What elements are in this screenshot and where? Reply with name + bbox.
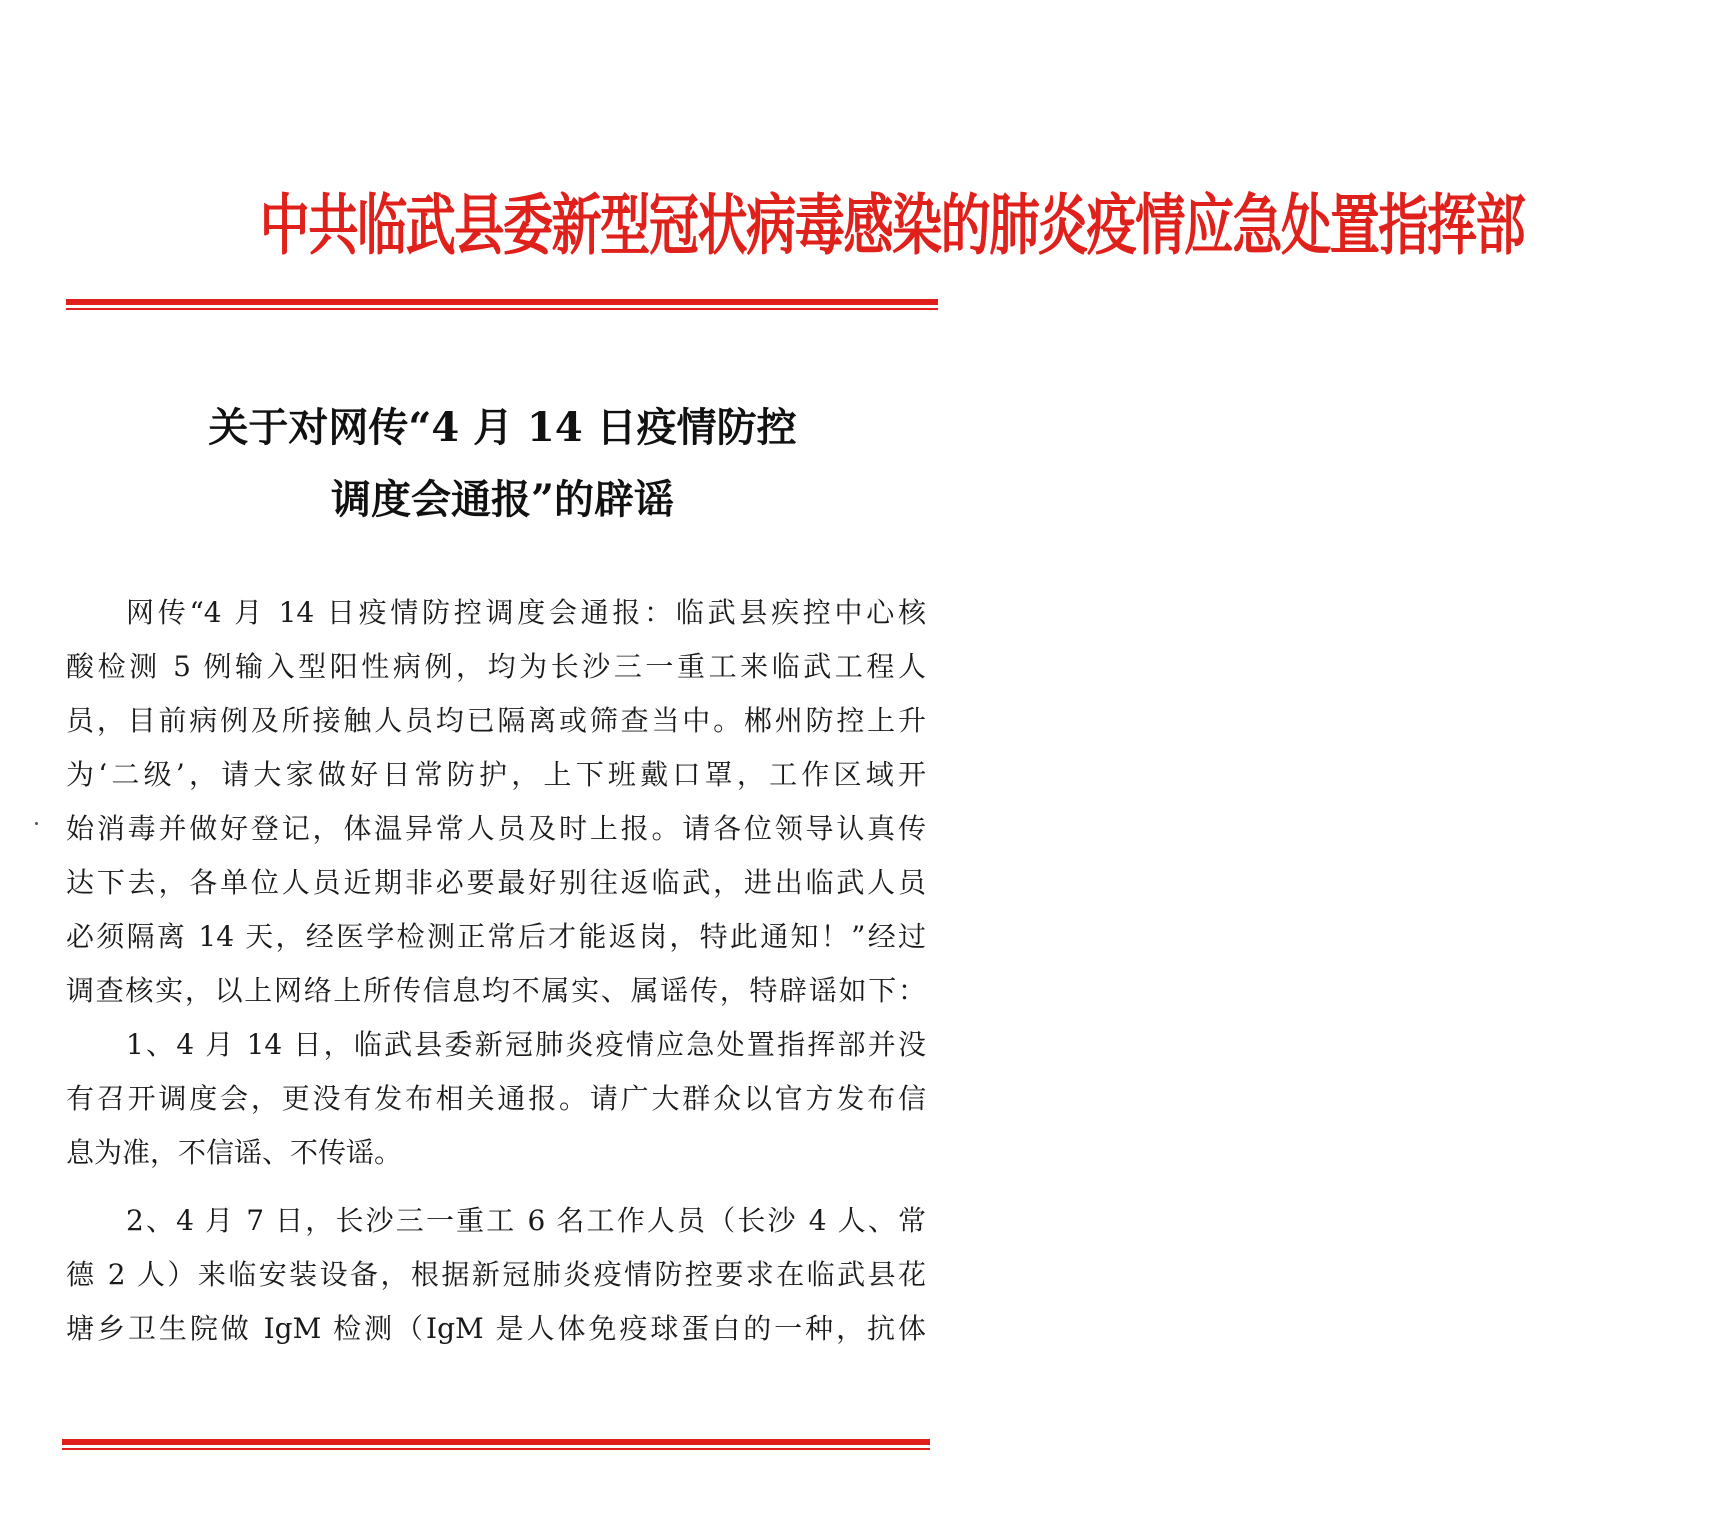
body-line: 酸检测 5 例输入型阳性病例，均为长沙三一重工来临武工程人 [66, 650, 926, 683]
document-title-line-2: 调度会通报”的辟谣 [330, 476, 674, 523]
body-line: 员，目前病例及所接触人员均已隔离或筛查当中。郴州防控上升 [66, 704, 926, 737]
document-title-line-1: 关于对网传“4 月 14 日疫情防控 [208, 404, 797, 451]
masthead-org-name [60, 170, 1525, 280]
body-line: 塘乡卫生院做 IgM 检测（IgM 是人体免疫球蛋白的一种，抗体 [66, 1312, 926, 1345]
body-line: 德 2 人）来临安装设备，根据新冠肺炎疫情防控要求在临武县花 [66, 1258, 926, 1291]
body-line: 息为准，不信谣、不传谣。 [66, 1136, 403, 1169]
body-line: 2、4 月 7 日，长沙三一重工 6 名工作人员（长沙 4 人、常 [126, 1204, 926, 1237]
header-rule-thin [66, 308, 938, 310]
footer-rule-thin [62, 1448, 930, 1450]
body-line: 达下去，各单位人员近期非必要最好别往返临武，进出临武人员 [66, 866, 926, 899]
body-line: 始消毒并做好登记，体温异常人员及时上报。请各位领导认真传 [66, 812, 926, 845]
header-rule-thick [66, 299, 938, 305]
scan-speck [35, 822, 38, 825]
body-line: 有召开调度会，更没有发布相关通报。请广大群众以官方发布信 [66, 1082, 926, 1115]
document-body [66, 586, 926, 1356]
body-line: 调查核实，以上网络上所传信息均不属实、属谣传，特辟谣如下： [66, 974, 926, 1007]
footer-rule-thick [62, 1439, 930, 1445]
masthead-text: 中共临武县委新型冠状病毒感染的肺炎疫情应急处置指挥部 [259, 186, 1525, 264]
body-line: 1、4 月 14 日，临武县委新冠肺炎疫情应急处置指挥部并没 [126, 1028, 926, 1061]
body-line: 网传“4 月 14 日疫情防控调度会通报：临武县疾控中心核 [126, 596, 926, 629]
body-line: 必须隔离 14 天，经医学检测正常后才能返岗，特此通知！”经过 [66, 920, 926, 953]
body-line: 为‘二级’，请大家做好日常防护，上下班戴口罩，工作区域开 [66, 758, 926, 791]
